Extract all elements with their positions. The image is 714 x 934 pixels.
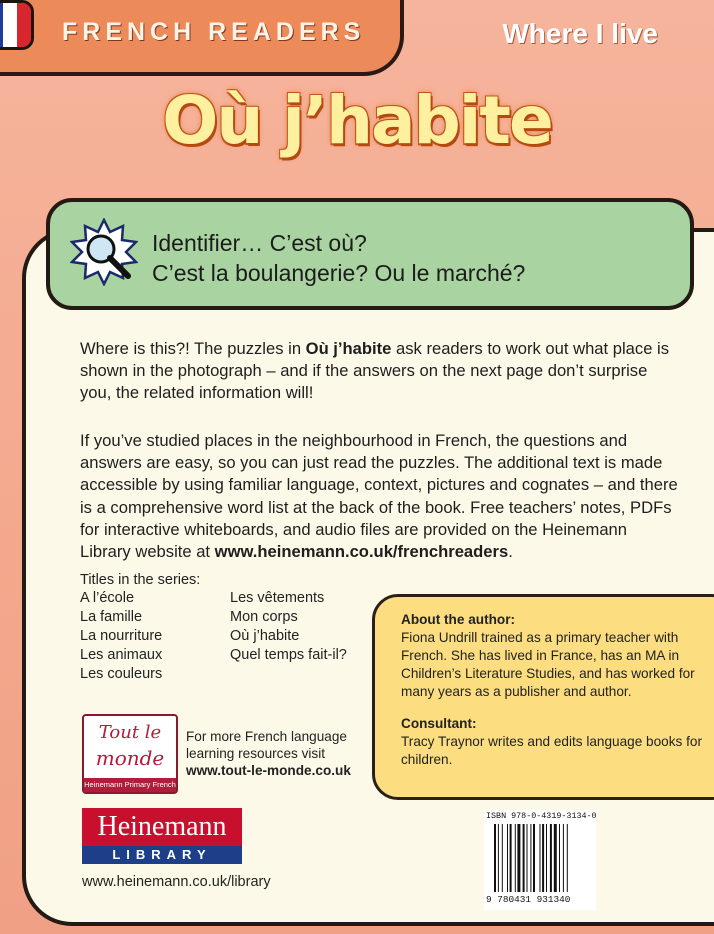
consultant-section [401, 715, 714, 769]
series-title: La famille [80, 609, 143, 625]
description-paragraph-1 [80, 338, 680, 405]
series-name: FRENCH READERS [62, 18, 366, 46]
p1-book-title: Où j’habite [305, 339, 392, 358]
logo-bottom: LIBRARY [82, 846, 242, 864]
logo-line-1: Tout le [98, 722, 162, 743]
question-line-1: Identifier… C’est où? [152, 230, 367, 256]
barcode-bar [515, 824, 516, 892]
author-section [401, 611, 714, 701]
series-title: A l’école [80, 590, 135, 606]
tout-le-monde-promo [186, 728, 351, 779]
series-titles-label: Titles in the series: [80, 572, 201, 588]
book-title: Où j’habite [162, 82, 552, 159]
barcode-bar [546, 824, 547, 892]
barcode-digits: 9 780431 931340 [486, 894, 571, 905]
logo-line-2: monde [95, 746, 165, 770]
frenchreaders-link[interactable]: www.heinemann.co.uk/frenchreaders [214, 542, 509, 562]
isbn-number: ISBN 978-0-4319-3134-0 [486, 811, 597, 821]
barcode-bar [559, 824, 560, 892]
heinemann-library-logo [82, 808, 242, 864]
barcode-bar [523, 824, 525, 892]
question-box [46, 198, 694, 310]
barcode-bar [550, 824, 552, 892]
consultant-text: Tracy Traynor writes and edits language books for children. [401, 734, 702, 767]
p2-text-a: If you’ve studied places in the neighbourhood in French, the questions and answers are easy, so you can just read the puzzles. The additional text is made accessible by using familiar language, context, pictures and cognates – and there is a comprehensive word list at the back of the book. Free teachers’ notes, PDFs for interactive whiteboards, and audio files are provided on the Heinemann Library website at [80, 431, 678, 562]
series-titles-left [80, 589, 162, 684]
series-title: Mon corps [230, 609, 298, 625]
english-title: Where I live [502, 18, 658, 49]
logo-top: Heinemann [82, 808, 242, 846]
author-text: Fiona Undrill trained as a primary teacher with French. She has lived in France, has an MA in Children’s Literature Studies, and has worked for many years as a publisher and author. [401, 630, 695, 699]
series-titles-right [230, 589, 347, 665]
barcode-bar [507, 824, 508, 892]
series-title: Les vêtements [230, 590, 325, 606]
barcode-bar [502, 824, 503, 892]
tout-le-monde-logo [82, 714, 178, 794]
description-paragraph-2 [80, 430, 680, 563]
promo-text: For more French language learning resources visit [186, 729, 347, 761]
barcode-bar [540, 824, 541, 892]
barcode-bar [527, 824, 528, 892]
french-flag-icon [0, 0, 34, 50]
consultant-heading: Consultant: [401, 716, 477, 731]
author-info-box [372, 594, 714, 800]
p1-text-b: ask readers to work out what place is shown in the photograph – and if the answers on the next page don’t surprise you, the related information will! [80, 339, 670, 403]
series-title: Les couleurs [80, 666, 163, 682]
series-title: La nourriture [80, 628, 163, 644]
barcode-bar [510, 824, 512, 892]
barcode-bars [494, 824, 590, 894]
series-title: Quel temps fait-il? [230, 647, 347, 663]
barcode-bar [498, 824, 499, 892]
barcode-bar [563, 824, 564, 892]
magnifier-icon [70, 218, 138, 286]
heinemann-library-link[interactable]: www.heinemann.co.uk/library [82, 874, 271, 890]
p1-text-a: Where is this?! The puzzles in [80, 339, 306, 358]
barcode-bar [530, 824, 531, 892]
question-line-2: C’est la boulangerie? Ou le marché? [152, 260, 526, 286]
barcode-bar [554, 824, 557, 892]
series-title: Les animaux [80, 647, 163, 663]
barcode-bar [542, 824, 544, 892]
series-title: Où j’habite [230, 628, 300, 644]
logo-strip: Heinemann Primary French [84, 778, 176, 792]
barcode-bar [567, 824, 568, 892]
barcode-bar [533, 824, 535, 892]
author-heading: About the author: [401, 612, 516, 627]
p2-text-b: . [508, 542, 513, 562]
tout-le-monde-link[interactable]: www.tout-le-monde.co.uk [186, 763, 351, 778]
barcode-bar [517, 824, 520, 892]
barcode-bar [494, 824, 496, 892]
